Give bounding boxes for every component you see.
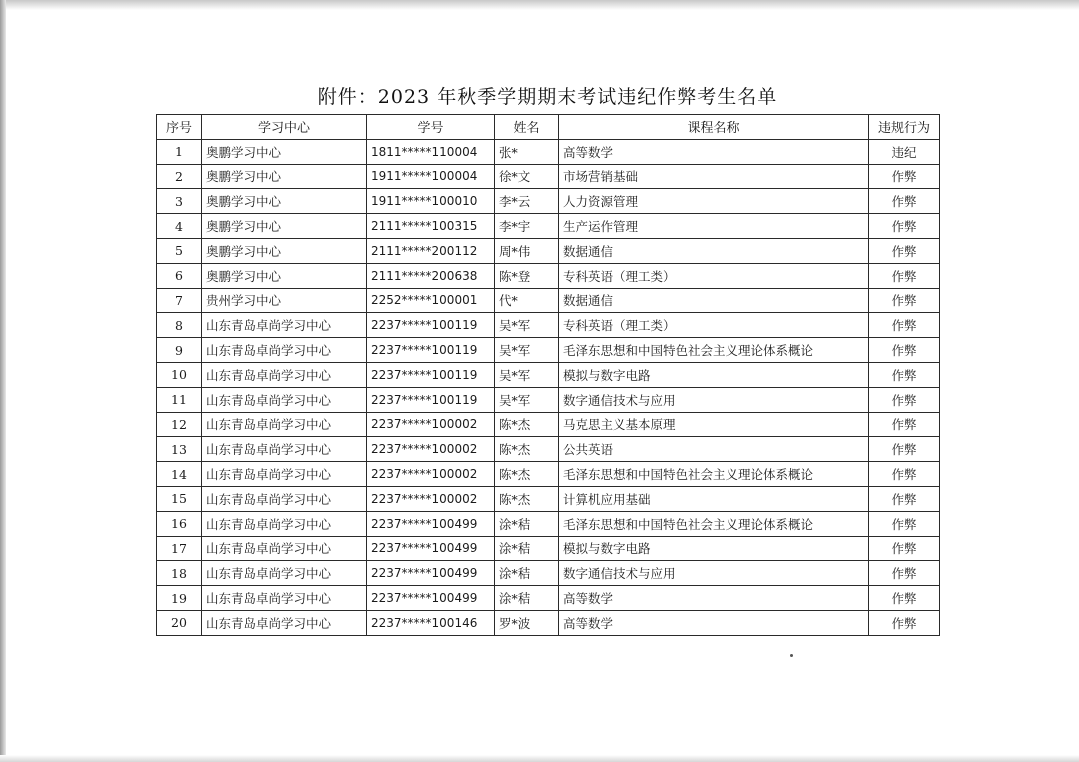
- cell-name: 罗*波: [495, 610, 559, 635]
- cell-name: 陈*杰: [495, 437, 559, 462]
- cell-name: 李*宇: [495, 214, 559, 239]
- table-row: [157, 214, 940, 239]
- violation-roster-table: [156, 114, 940, 636]
- scan-edge-top: [0, 0, 1079, 10]
- cell-name: 张*: [495, 139, 559, 164]
- table-row: [157, 362, 940, 387]
- cell-course: 数字通信技术与应用: [559, 561, 869, 586]
- cell-no: 8: [157, 313, 202, 338]
- cell-center: 山东青岛卓尚学习中心: [202, 536, 367, 561]
- scan-edge-bottom: [0, 755, 1079, 762]
- cell-center: 山东青岛卓尚学习中心: [202, 511, 367, 536]
- cell-violation: 作弊: [869, 462, 940, 487]
- cell-course: 高等数学: [559, 139, 869, 164]
- cell-name: 涂*秸: [495, 561, 559, 586]
- cell-violation: 作弊: [869, 338, 940, 363]
- cell-course: 数据通信: [559, 288, 869, 313]
- cell-no: 5: [157, 238, 202, 263]
- cell-center: 贵州学习中心: [202, 288, 367, 313]
- scan-edge-left: [0, 0, 6, 762]
- cell-violation: 作弊: [869, 486, 940, 511]
- cell-no: 6: [157, 263, 202, 288]
- cell-name: 吴*军: [495, 338, 559, 363]
- header-row: [157, 115, 940, 140]
- cell-center: 奥鹏学习中心: [202, 263, 367, 288]
- cell-student-id: 2252*****100001: [367, 288, 495, 313]
- cell-student-id: 2237*****100002: [367, 462, 495, 487]
- cell-course: 人力资源管理: [559, 189, 869, 214]
- cell-center: 奥鹏学习中心: [202, 238, 367, 263]
- cell-course: 模拟与数字电路: [559, 362, 869, 387]
- cell-name: 吴*军: [495, 313, 559, 338]
- table-row: [157, 189, 940, 214]
- cell-center: 奥鹏学习中心: [202, 214, 367, 239]
- cell-course: 高等数学: [559, 610, 869, 635]
- cell-no: 18: [157, 561, 202, 586]
- cell-student-id: 2237*****100119: [367, 313, 495, 338]
- table-row: [157, 139, 940, 164]
- cell-violation: 作弊: [869, 412, 940, 437]
- cell-no: 4: [157, 214, 202, 239]
- cell-no: 13: [157, 437, 202, 462]
- cell-student-id: 2237*****100499: [367, 511, 495, 536]
- cell-violation: 作弊: [869, 313, 940, 338]
- table-row: [157, 536, 940, 561]
- table-row: [157, 511, 940, 536]
- cell-violation: 作弊: [869, 561, 940, 586]
- cell-violation: 作弊: [869, 288, 940, 313]
- cell-violation: 作弊: [869, 437, 940, 462]
- cell-center: 奥鹏学习中心: [202, 189, 367, 214]
- table-body: [157, 139, 940, 635]
- cell-center: 奥鹏学习中心: [202, 139, 367, 164]
- cell-course: 数字通信技术与应用: [559, 387, 869, 412]
- cell-course: 毛泽东思想和中国特色社会主义理论体系概论: [559, 462, 869, 487]
- cell-center: 山东青岛卓尚学习中心: [202, 412, 367, 437]
- cell-student-id: 2111*****200112: [367, 238, 495, 263]
- cell-course: 专科英语（理工类）: [559, 313, 869, 338]
- cell-name: 陈*杰: [495, 412, 559, 437]
- cell-student-id: 2237*****100002: [367, 412, 495, 437]
- cell-no: 17: [157, 536, 202, 561]
- header-name: 姓名: [495, 115, 559, 140]
- cell-course: 计算机应用基础: [559, 486, 869, 511]
- cell-violation: 作弊: [869, 164, 940, 189]
- cell-student-id: 2111*****200638: [367, 263, 495, 288]
- cell-course: 毛泽东思想和中国特色社会主义理论体系概论: [559, 338, 869, 363]
- table-row: [157, 586, 940, 611]
- cell-name: 陈*杰: [495, 486, 559, 511]
- cell-violation: 作弊: [869, 511, 940, 536]
- cell-name: 涂*秸: [495, 586, 559, 611]
- table-row: [157, 387, 940, 412]
- table-row: [157, 338, 940, 363]
- cell-no: 15: [157, 486, 202, 511]
- table-row: [157, 561, 940, 586]
- cell-student-id: 2237*****100499: [367, 561, 495, 586]
- cell-no: 19: [157, 586, 202, 611]
- cell-violation: 违纪: [869, 139, 940, 164]
- table-row: [157, 462, 940, 487]
- table-row: [157, 486, 940, 511]
- cell-violation: 作弊: [869, 536, 940, 561]
- cell-no: 1: [157, 139, 202, 164]
- header-no: 序号: [157, 115, 202, 140]
- cell-course: 毛泽东思想和中国特色社会主义理论体系概论: [559, 511, 869, 536]
- cell-center: 山东青岛卓尚学习中心: [202, 387, 367, 412]
- cell-course: 市场营销基础: [559, 164, 869, 189]
- cell-student-id: 1911*****100010: [367, 189, 495, 214]
- cell-name: 陈*登: [495, 263, 559, 288]
- cell-name: 吴*军: [495, 387, 559, 412]
- header-center: 学习中心: [202, 115, 367, 140]
- header-student-id: 学号: [367, 115, 495, 140]
- cell-no: 14: [157, 462, 202, 487]
- cell-violation: 作弊: [869, 362, 940, 387]
- cell-student-id: 2237*****100119: [367, 338, 495, 363]
- cell-name: 周*伟: [495, 238, 559, 263]
- cell-center: 山东青岛卓尚学习中心: [202, 313, 367, 338]
- header-violation: 违规行为: [869, 115, 940, 140]
- document-title: 附件：2023 年秋季学期期末考试违纪作弊考生名单: [317, 86, 778, 108]
- cell-no: 2: [157, 164, 202, 189]
- scan-speck: [790, 654, 793, 657]
- table-row: [157, 288, 940, 313]
- cell-student-id: 2111*****100315: [367, 214, 495, 239]
- cell-no: 12: [157, 412, 202, 437]
- cell-violation: 作弊: [869, 387, 940, 412]
- cell-student-id: 2237*****100146: [367, 610, 495, 635]
- cell-name: 吴*军: [495, 362, 559, 387]
- cell-course: 高等数学: [559, 586, 869, 611]
- cell-violation: 作弊: [869, 263, 940, 288]
- table-row: [157, 238, 940, 263]
- cell-center: 山东青岛卓尚学习中心: [202, 462, 367, 487]
- cell-no: 7: [157, 288, 202, 313]
- cell-violation: 作弊: [869, 238, 940, 263]
- cell-no: 11: [157, 387, 202, 412]
- cell-student-id: 2237*****100499: [367, 536, 495, 561]
- table-row: [157, 610, 940, 635]
- cell-student-id: 2237*****100499: [367, 586, 495, 611]
- cell-course: 专科英语（理工类）: [559, 263, 869, 288]
- cell-center: 山东青岛卓尚学习中心: [202, 338, 367, 363]
- cell-course: 公共英语: [559, 437, 869, 462]
- cell-center: 山东青岛卓尚学习中心: [202, 437, 367, 462]
- cell-name: 涂*秸: [495, 511, 559, 536]
- cell-course: 马克思主义基本原理: [559, 412, 869, 437]
- cell-violation: 作弊: [869, 610, 940, 635]
- cell-student-id: 2237*****100119: [367, 387, 495, 412]
- cell-student-id: 2237*****100002: [367, 486, 495, 511]
- cell-center: 山东青岛卓尚学习中心: [202, 561, 367, 586]
- cell-student-id: 2237*****100002: [367, 437, 495, 462]
- cell-no: 10: [157, 362, 202, 387]
- cell-no: 9: [157, 338, 202, 363]
- cell-name: 李*云: [495, 189, 559, 214]
- cell-name: 陈*杰: [495, 462, 559, 487]
- cell-violation: 作弊: [869, 586, 940, 611]
- cell-student-id: 2237*****100119: [367, 362, 495, 387]
- cell-center: 山东青岛卓尚学习中心: [202, 362, 367, 387]
- table-row: [157, 263, 940, 288]
- cell-student-id: 1911*****100004: [367, 164, 495, 189]
- cell-name: 代*: [495, 288, 559, 313]
- cell-center: 山东青岛卓尚学习中心: [202, 586, 367, 611]
- table-header: [157, 115, 940, 140]
- cell-violation: 作弊: [869, 189, 940, 214]
- cell-violation: 作弊: [869, 214, 940, 239]
- table-row: [157, 164, 940, 189]
- cell-course: 生产运作管理: [559, 214, 869, 239]
- cell-name: 涂*秸: [495, 536, 559, 561]
- cell-course: 模拟与数字电路: [559, 536, 869, 561]
- cell-center: 奥鹏学习中心: [202, 164, 367, 189]
- cell-center: 山东青岛卓尚学习中心: [202, 610, 367, 635]
- table-row: [157, 412, 940, 437]
- cell-student-id: 1811*****110004: [367, 139, 495, 164]
- cell-no: 3: [157, 189, 202, 214]
- cell-no: 16: [157, 511, 202, 536]
- cell-name: 徐*文: [495, 164, 559, 189]
- table-row: [157, 313, 940, 338]
- cell-no: 20: [157, 610, 202, 635]
- cell-course: 数据通信: [559, 238, 869, 263]
- table-row: [157, 437, 940, 462]
- header-course: 课程名称: [559, 115, 869, 140]
- cell-center: 山东青岛卓尚学习中心: [202, 486, 367, 511]
